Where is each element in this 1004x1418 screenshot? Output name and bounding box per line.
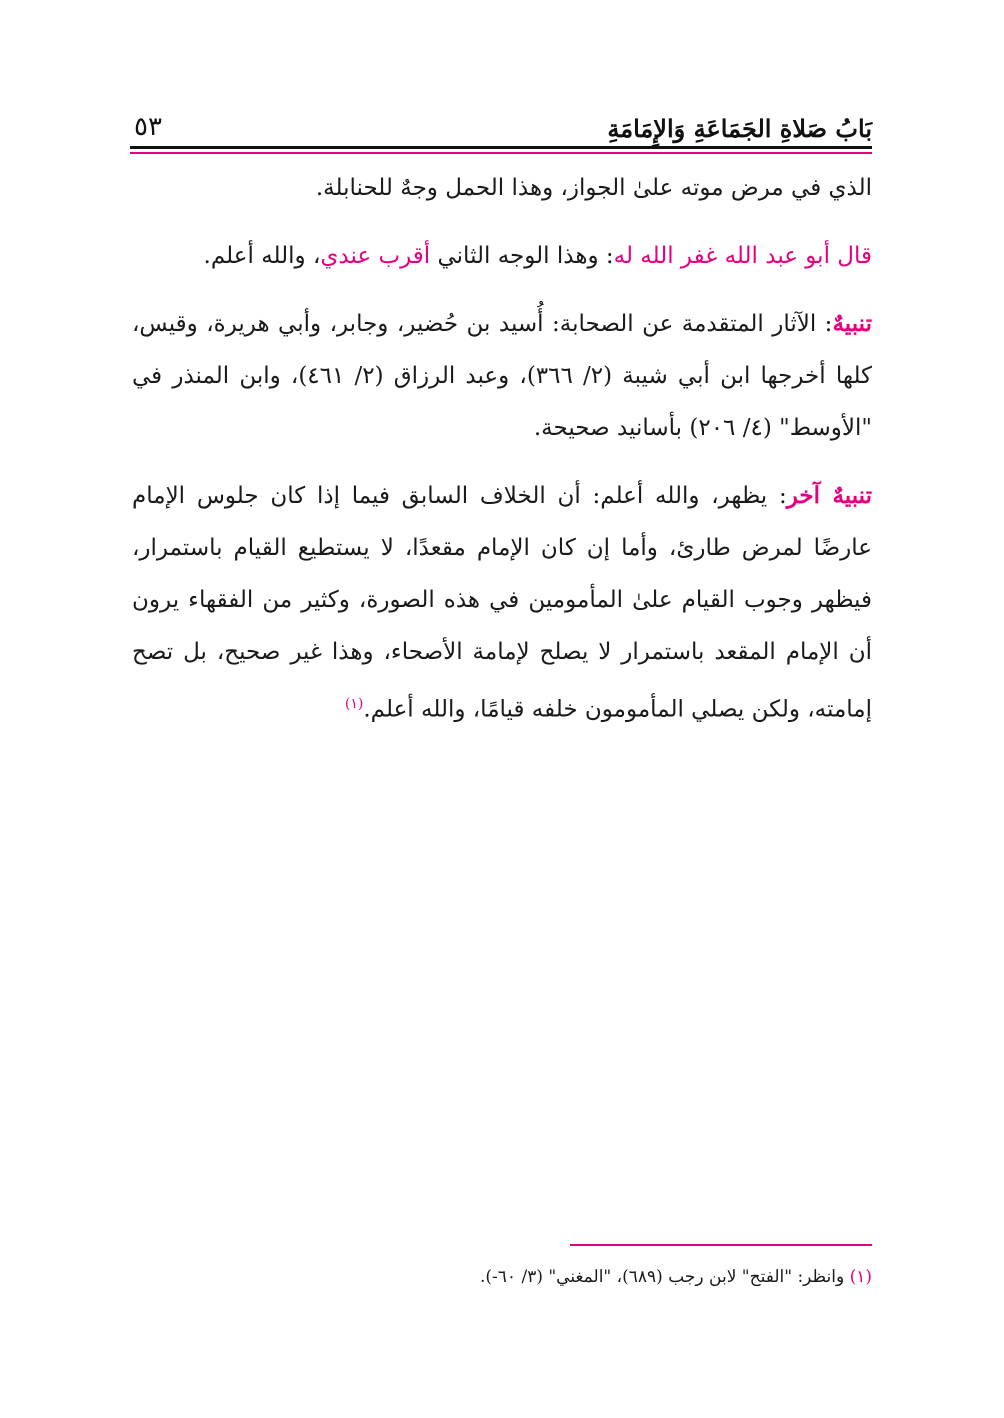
paragraph-3-text: : الآثار المتقدمة عن الصحابة: أُسيد بن حُضير، وجابر، وأبي هريرة، وقيس، كلها أخرجها ابن أبي شيبة (٢/ ٣٦٦)، وعبد الرزاق (٢/ ٤٦١)، وابن المنذر في "الأوسط" (٤/ ٢٠٦) بأسانيد صحيحة. — [132, 311, 873, 441]
paragraph-2-text-b: ، والله أعلم. — [203, 243, 321, 269]
paragraph-2-highlight: أقرب عندي — [320, 243, 431, 269]
footnote-reference[interactable]: (١) — [344, 696, 364, 712]
page-header — [130, 108, 872, 146]
body-text — [132, 162, 872, 752]
footnote-number: (١) — [849, 1267, 872, 1287]
note-label: تنبيهٌ — [832, 310, 872, 337]
page-number: ٥٣ — [134, 112, 162, 142]
paragraph-4 — [132, 470, 872, 736]
note-label-another: تنبيهٌ آخر — [786, 482, 873, 509]
paragraph-3 — [132, 298, 872, 454]
chapter-title: بَابُ صَلاةِ الجَمَاعَةِ وَالإِمَامَةِ — [607, 114, 872, 143]
footnote — [132, 1262, 872, 1292]
header-rule-pink — [130, 152, 872, 154]
header-rule-black — [130, 146, 872, 149]
author-attribution: قال أبو عبد الله غفر الله له — [613, 243, 872, 269]
footnote-text: وانظر: "الفتح" لابن رجب (٦٨٩)، "المغني" (٣/ ٦٠-). — [480, 1267, 850, 1287]
paragraph-2 — [132, 230, 872, 282]
paragraph-4-text: : يظهر، والله أعلم: أن الخلاف السابق فيما إذا كان جلوس الإمام عارضًا لمرض طارئ، وأما إن كان الإمام مقعدًا، لا يستطيع القيام باستمرار، فيظهر وجوب القيام علىٰ المأمومين في هذه الصورة، وكثير من الفقهاء يرون أن الإمام المقعد باستمرار لا يصلح لإمامة الأصحاء، وهذا غير صحيح، بل تصح إمامته، ولكن يصلي المأمومون خلفه قيامًا، والله أعلم. — [132, 483, 872, 723]
footnote-separator — [570, 1244, 872, 1246]
paragraph-2-text-a: : وهذا الوجه الثاني — [430, 243, 614, 269]
paragraph-1: الذي في مرض موته علىٰ الجواز، وهذا الحمل وجهٌ للحنابلة. — [315, 175, 872, 201]
